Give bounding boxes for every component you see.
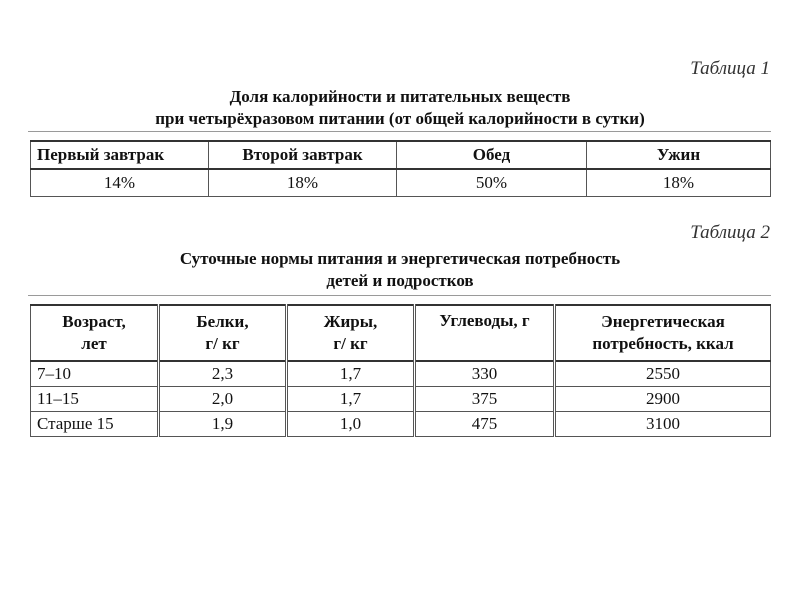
daily-nutrition-norms-table — [30, 304, 771, 437]
table2-label: Таблица 2 — [690, 222, 770, 243]
table1-value-cell: 18% — [209, 169, 397, 197]
table2-cell-age: 7–10 — [31, 361, 159, 387]
table2-cell: 2,3 — [159, 361, 287, 387]
table1-header-cell: Первый завтрак — [31, 141, 209, 169]
table1-value-cell: 14% — [31, 169, 209, 197]
table2-cell-age: Старше 15 — [31, 412, 159, 437]
table2-header-cell — [415, 305, 555, 361]
table1-top-rule — [28, 131, 771, 132]
table2-title — [0, 248, 800, 292]
table1-header-row — [31, 141, 771, 169]
table2-title-line2: детей и подростков — [326, 271, 474, 290]
table2-row — [31, 412, 771, 437]
table2-cell-age: 11–15 — [31, 387, 159, 412]
table2-cell: 1,9 — [159, 412, 287, 437]
table2-row — [31, 387, 771, 412]
table2-header-cell — [287, 305, 415, 361]
meal-calorie-share-table — [30, 140, 771, 197]
table1-header-cell: Обед — [397, 141, 587, 169]
table1-value-row — [31, 169, 771, 197]
table2-cell: 1,7 — [287, 387, 415, 412]
table2-header-line: г/ кг — [333, 334, 368, 353]
table1-title-line2: при четырёхразовом питании (от общей калорийности в сутки) — [155, 109, 645, 128]
table2-header-line: г/ кг — [205, 334, 240, 353]
table2-title-line1: Суточные нормы питания и энергетическая потребность — [179, 249, 621, 268]
table2-header-cell — [555, 305, 771, 361]
table2-header-line: Жиры, — [323, 312, 378, 331]
table2-cell: 2900 — [555, 387, 771, 412]
table2-header-line: Возраст, — [62, 312, 126, 331]
table1-value-cell: 50% — [397, 169, 587, 197]
table2-top-rule — [28, 295, 771, 296]
table2-header-cell — [31, 305, 159, 361]
table2-cell: 1,7 — [287, 361, 415, 387]
table1-value-cell: 18% — [587, 169, 771, 197]
table2-header-row — [31, 305, 771, 361]
table1-header-cell: Ужин — [587, 141, 771, 169]
table2-cell: 375 — [415, 387, 555, 412]
table2-cell: 2,0 — [159, 387, 287, 412]
table2-header-line: Белки, — [196, 312, 249, 331]
table2-cell: 3100 — [555, 412, 771, 437]
table1-title — [0, 86, 800, 130]
table2-cell: 475 — [415, 412, 555, 437]
table1-label: Таблица 1 — [690, 58, 770, 79]
table2-header-line: Углеводы, г — [439, 311, 530, 330]
table2-cell: 1,0 — [287, 412, 415, 437]
table1-header-cell: Второй завтрак — [209, 141, 397, 169]
table2-row — [31, 361, 771, 387]
table2-header-cell — [159, 305, 287, 361]
table2-header-line: Энергетическая — [601, 312, 725, 331]
table2-header-line: лет — [81, 334, 107, 353]
table1-title-line1: Доля калорийности и питательных веществ — [229, 87, 571, 106]
table2-cell: 2550 — [555, 361, 771, 387]
table2-header-line: потребность, ккал — [592, 334, 734, 353]
table2-cell: 330 — [415, 361, 555, 387]
